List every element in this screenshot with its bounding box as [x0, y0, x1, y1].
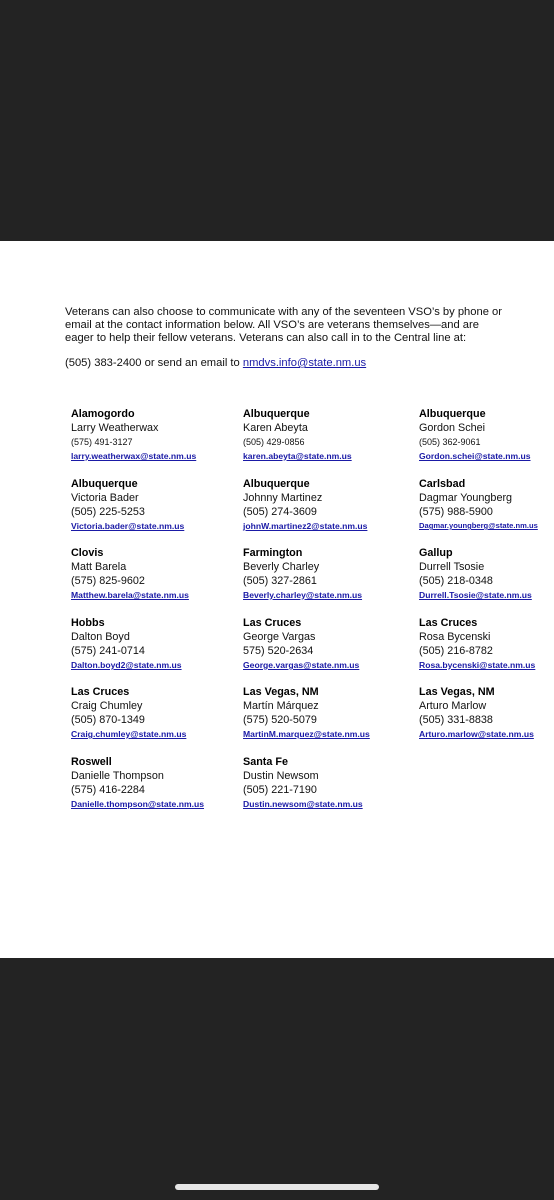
contact-phone: (505) 221-7190: [243, 784, 317, 796]
contact-city: Albuquerque: [243, 408, 310, 420]
contact-city: Clovis: [71, 547, 104, 559]
contact-name: Gordon Schei: [419, 422, 486, 434]
contact-name: Rosa Bycenski: [419, 631, 491, 643]
contact-name: Martín Márquez: [243, 700, 319, 712]
contact-card: [419, 616, 554, 672]
contact-phone: (575) 520-5079: [243, 714, 317, 726]
contact-email-link[interactable]: Craig.chumley@state.nm.us: [71, 729, 187, 739]
contact-city: Carlsbad: [419, 478, 466, 490]
contact-phone: (505) 216-8782: [419, 645, 493, 657]
contact-city: Las Cruces: [71, 686, 130, 698]
contact-phone: (575) 416-2284: [71, 784, 145, 796]
contact-email-link[interactable]: Durrell.Tsosie@state.nm.us: [419, 590, 532, 600]
contact-email-link[interactable]: Gordon.schei@state.nm.us: [419, 451, 531, 461]
contact-city: Santa Fe: [243, 756, 289, 768]
central-phone-text: (505) 383-2400 or send an email to: [65, 357, 243, 369]
contact-phone: (505) 225-5253: [71, 506, 145, 518]
contact-card: [243, 685, 418, 741]
contact-email-link[interactable]: Dustin.newsom@state.nm.us: [243, 799, 363, 809]
contact-card: [71, 685, 246, 741]
contact-email-link[interactable]: Arturo.marlow@state.nm.us: [419, 729, 534, 739]
home-indicator[interactable]: [175, 1184, 379, 1190]
contact-name: Dustin Newsom: [243, 770, 319, 782]
contact-email-link[interactable]: George.vargas@state.nm.us: [243, 660, 360, 670]
contact-name: Craig Chumley: [71, 700, 143, 712]
contact-name: Dagmar Youngberg: [419, 492, 513, 504]
contact-phone: (505) 870-1349: [71, 714, 145, 726]
bottom-dark-margin: [0, 958, 554, 1200]
contact-card: [71, 546, 246, 602]
contact-phone: (505) 429-0856: [243, 437, 305, 447]
central-contact-line: [65, 357, 505, 370]
intro-text: Veterans can also choose to communicate with any of the seventeen VSO’s by phone or email at the contact information below. All VSO’s are veterans themselves—and are eager to help their fellow veterans. Veterans can also call in to the Central line at:: [65, 306, 502, 345]
intro-paragraph: [65, 306, 505, 346]
contact-phone: (505) 327-2861: [243, 575, 317, 587]
contact-card: [71, 477, 246, 533]
contact-phone: (575) 988-5900: [419, 506, 493, 518]
contact-card: [71, 755, 246, 811]
contact-card: [71, 616, 246, 672]
contact-name: Matt Barela: [71, 561, 127, 573]
contact-card: [419, 407, 554, 463]
contact-email-link[interactable]: johnW.martinez2@state.nm.us: [243, 521, 368, 531]
contact-card: [419, 546, 554, 602]
contact-city: Roswell: [71, 756, 112, 768]
contact-city: Alamogordo: [71, 408, 135, 420]
document-page[interactable]: [0, 241, 554, 958]
contact-city: Farmington: [243, 547, 303, 559]
contact-card: [243, 616, 418, 672]
contact-name: George Vargas: [243, 631, 316, 643]
contact-name: Danielle Thompson: [71, 770, 164, 782]
contact-card: [243, 477, 418, 533]
contact-email-link[interactable]: Victoria.bader@state.nm.us: [71, 521, 185, 531]
contact-name: Karen Abeyta: [243, 422, 308, 434]
contact-card: [71, 407, 246, 463]
contact-name: Beverly Charley: [243, 561, 320, 573]
contact-city: Gallup: [419, 547, 453, 559]
contact-phone: (505) 274-3609: [243, 506, 317, 518]
contact-phone: (575) 241-0714: [71, 645, 145, 657]
contact-phone: (505) 218-0348: [419, 575, 493, 587]
contact-email-link[interactable]: larry.weatherwax@state.nm.us: [71, 451, 197, 461]
contact-name: Durrell Tsosie: [419, 561, 485, 573]
contact-city: Las Cruces: [419, 617, 478, 629]
contact-phone: (505) 362-9061: [419, 437, 481, 447]
contact-card: [243, 546, 418, 602]
contact-city: Albuquerque: [419, 408, 486, 420]
contact-phone: 575) 520-2634: [243, 645, 314, 657]
contact-email-link[interactable]: Matthew.barela@state.nm.us: [71, 590, 189, 600]
contact-name: Larry Weatherwax: [71, 422, 159, 434]
contact-phone: (505) 331-8838: [419, 714, 493, 726]
vso-contact-grid: [0, 407, 554, 827]
contact-card: [419, 477, 554, 533]
contact-city: Las Vegas, NM: [419, 686, 495, 698]
contact-city: Albuquerque: [243, 478, 310, 490]
contact-email-link[interactable]: Rosa.bycenski@state.nm.us: [419, 660, 536, 670]
contact-card: [243, 407, 418, 463]
contact-email-link[interactable]: Danielle.thompson@state.nm.us: [71, 799, 205, 809]
contact-email-link[interactable]: karen.abeyta@state.nm.us: [243, 451, 352, 461]
contact-phone: (575) 825-9602: [71, 575, 145, 587]
contact-city: Albuquerque: [71, 478, 138, 490]
contact-card: [419, 685, 554, 741]
central-email-link[interactable]: nmdvs.info@state.nm.us: [242, 357, 367, 369]
contact-name: Victoria Bader: [71, 492, 139, 504]
contact-email-link[interactable]: Beverly.charley@state.nm.us: [243, 590, 363, 600]
contact-phone: (575) 491-3127: [71, 437, 133, 447]
contact-name: Dalton Boyd: [71, 631, 130, 643]
contact-email-link[interactable]: Dagmar.youngberg@state.nm.us: [419, 521, 538, 530]
contact-email-link[interactable]: Dalton.boyd2@state.nm.us: [71, 660, 182, 670]
contact-name: Arturo Marlow: [419, 700, 487, 712]
contact-email-link[interactable]: MartinM.marquez@state.nm.us: [243, 729, 370, 739]
contact-city: Las Vegas, NM: [243, 686, 319, 698]
top-dark-margin: [0, 0, 554, 241]
contact-city: Hobbs: [71, 617, 105, 629]
contact-name: Johnny Martinez: [243, 492, 323, 504]
contact-card: [243, 755, 418, 811]
contact-city: Las Cruces: [243, 617, 302, 629]
